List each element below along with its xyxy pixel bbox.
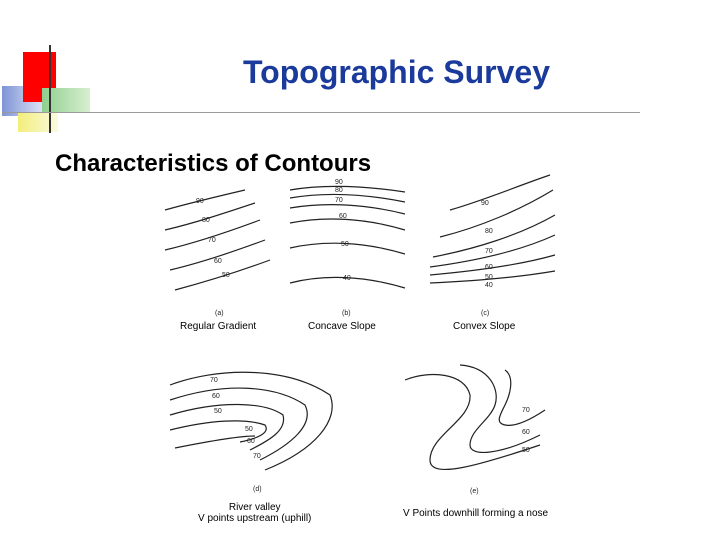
- panel-regular-gradient: [160, 185, 280, 315]
- contour-label: 70: [208, 237, 216, 244]
- slide-title: Topographic Survey: [243, 54, 551, 90]
- contour-label: 80: [202, 217, 210, 224]
- contour-label: 50: [245, 426, 253, 433]
- contour-label: 60: [214, 258, 222, 265]
- caption-concave-slope: Concave Slope: [308, 321, 376, 332]
- panel-river-valley: [165, 360, 345, 495]
- panel-letter: (a): [215, 310, 224, 317]
- caption-regular-gradient: Regular Gradient: [180, 321, 257, 332]
- convex-slope-contours: [425, 175, 557, 315]
- caption-river-valley-line2: V points upstream (uphill): [198, 513, 312, 524]
- contour-label: 70: [210, 377, 218, 384]
- contour-label: 50: [485, 274, 493, 281]
- contour-label: 50: [214, 408, 222, 415]
- contour-label: 80: [485, 228, 493, 235]
- contour-label: 70: [485, 248, 493, 255]
- panel-convex-slope: [425, 175, 557, 315]
- regular-gradient-contours: [160, 185, 280, 315]
- contour-label: 50: [341, 241, 349, 248]
- decor-vertical-line: [49, 45, 51, 133]
- caption-nose: V Points downhill forming a nose: [403, 508, 549, 519]
- panel-letter: (e): [470, 488, 479, 495]
- panel-letter: (c): [481, 310, 490, 317]
- panel-letter: (b): [342, 310, 351, 317]
- caption-river-valley-line1: River valley: [228, 502, 281, 513]
- contour-label: 40: [485, 282, 493, 289]
- contour-label: 90: [196, 198, 204, 205]
- contour-label: 70: [335, 197, 343, 204]
- contour-label: 60: [485, 264, 493, 271]
- contour-label: 60: [339, 213, 347, 220]
- panel-concave-slope: [285, 178, 410, 318]
- river-valley-contours: [165, 360, 345, 495]
- concave-slope-contours: [285, 178, 410, 318]
- caption-convex-slope: Convex Slope: [453, 321, 516, 332]
- panel-nose: [400, 365, 560, 500]
- slide-subtitle: Characteristics of Contours: [55, 150, 372, 177]
- contour-label: 40: [343, 275, 351, 282]
- contour-label: 90: [335, 179, 343, 186]
- caption-river-valley: [198, 502, 311, 524]
- contour-label: 60: [522, 429, 530, 436]
- contour-label: 80: [335, 187, 343, 194]
- contour-label: 70: [522, 407, 530, 414]
- contour-label: 60: [212, 393, 220, 400]
- contour-label: 50: [222, 272, 230, 279]
- contour-label: 50: [522, 447, 530, 454]
- contour-label: 90: [481, 200, 489, 207]
- nose-contours: [400, 365, 560, 500]
- contour-label: 70: [253, 453, 261, 460]
- contour-label: 60: [247, 438, 255, 445]
- decor-horizontal-line: [2, 112, 640, 113]
- panel-letter: (d): [253, 486, 262, 493]
- decor-yellow-block: [18, 112, 58, 132]
